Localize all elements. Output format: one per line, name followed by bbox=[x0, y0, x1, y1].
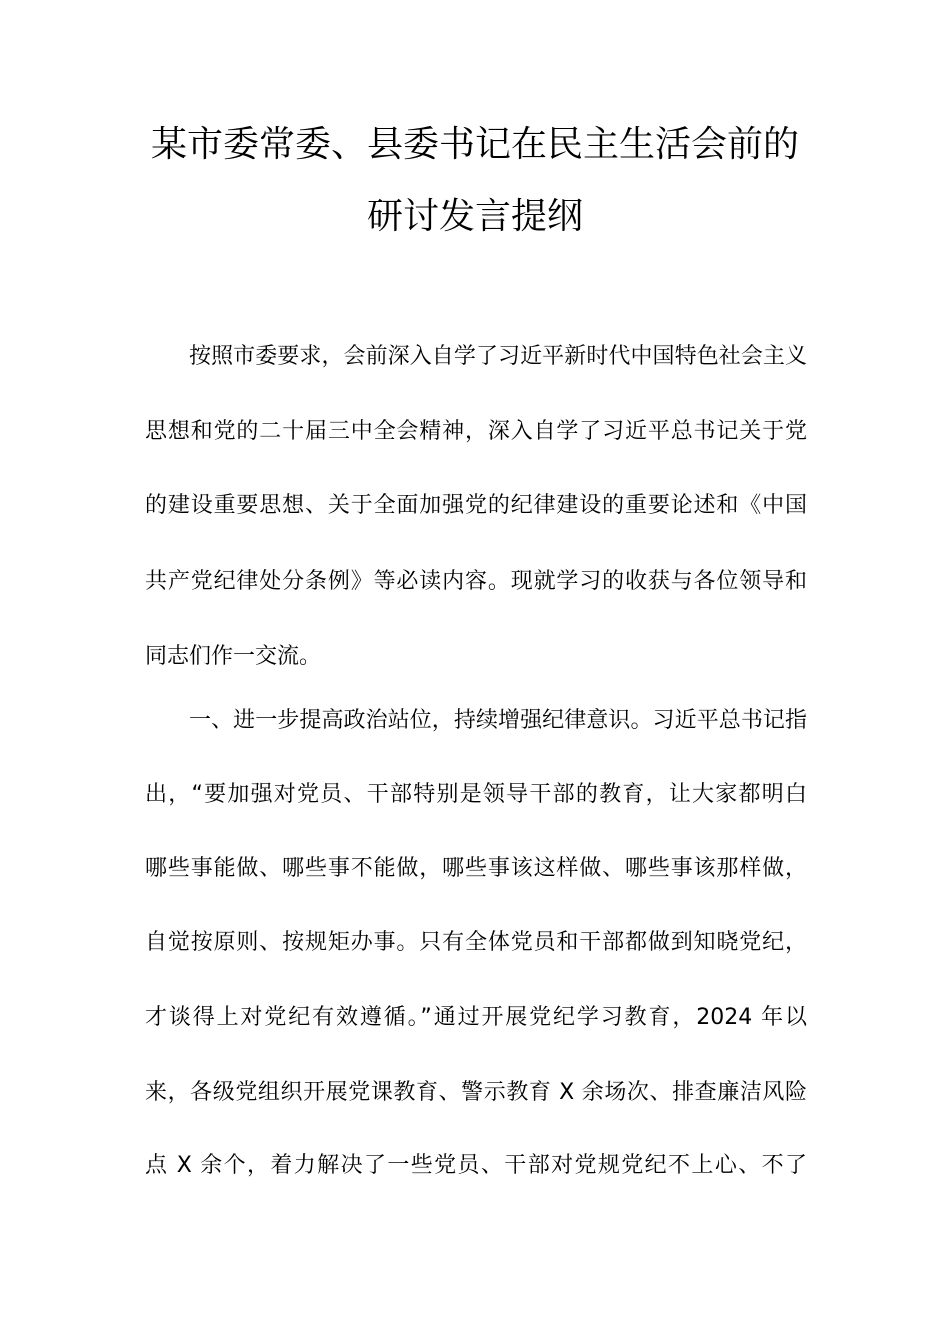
paragraph-line: 点 X 余个，着力解决了一些党员、干部对党规党纪不上心、不了 bbox=[145, 1153, 807, 1178]
paragraph-line: 自觉按原则、按规矩办事。只有全体党员和干部都做到知晓党纪， bbox=[145, 930, 807, 955]
paragraph-line: 才谈得上对党纪有效遵循。”通过开展党纪学习教育，2024 年以 bbox=[145, 1005, 807, 1030]
paragraph-line: 共产党纪律处分条例》等必读内容。现就学习的收获与各位领导和 bbox=[145, 569, 807, 594]
document-title-line-2: 研讨发言提纲 bbox=[366, 196, 583, 237]
paragraph-line: 一、进一步提高政治站位，持续增强纪律意识。习近平总书记指 bbox=[189, 708, 807, 733]
paragraph-line: 按照市委要求，会前深入自学了习近平新时代中国特色社会主义 bbox=[189, 344, 807, 369]
paragraph-line: 的建设重要思想、关于全面加强党的纪律建设的重要论述和《中国 bbox=[145, 493, 807, 518]
document-title-line-1: 某市委常委、县委书记在民主生活会前的 bbox=[150, 124, 799, 165]
paragraph-line: 思想和党的二十届三中全会精神，深入自学了习近平总书记关于党 bbox=[145, 419, 807, 444]
paragraph-line: 同志们作一交流。 bbox=[145, 644, 322, 669]
paragraph-line: 来，各级党组织开展党课教育、警示教育 X 余场次、排查廉洁风险 bbox=[145, 1080, 807, 1105]
paragraph-line: 哪些事能做、哪些事不能做，哪些事该这样做、哪些事该那样做， bbox=[145, 856, 807, 881]
paragraph-line: 出，“要加强对党员、干部特别是领导干部的教育，让大家都明白 bbox=[145, 782, 807, 807]
